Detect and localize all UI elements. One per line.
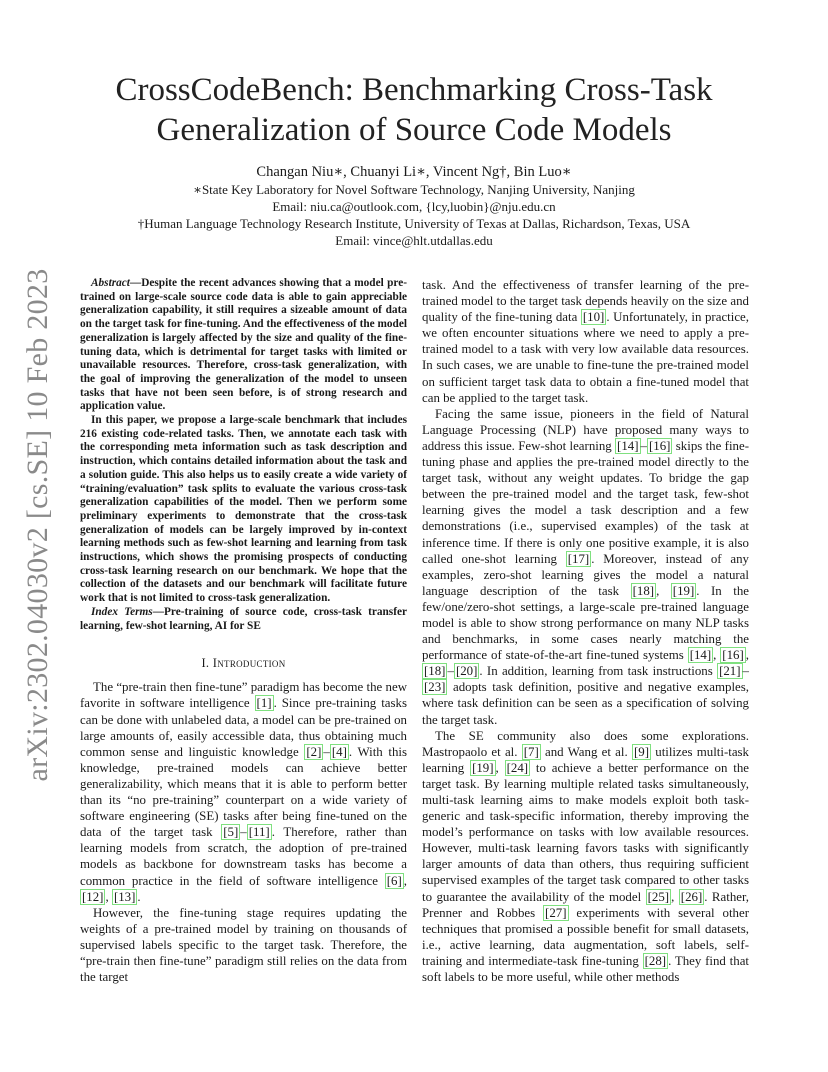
citation-link[interactable]: [14] [689, 648, 712, 663]
citation-link[interactable]: [26] [680, 889, 703, 904]
affiliation-1: ∗State Key Laboratory for Novel Software Technology, Nanjing University, Nanjing [193, 182, 635, 197]
citation-link[interactable]: [2] [306, 744, 322, 759]
citation-link[interactable]: [19] [472, 760, 494, 775]
citation-link[interactable]: [1] [256, 696, 272, 711]
index-terms-label: Index Terms [91, 605, 153, 618]
citation-link[interactable]: [19] [672, 583, 695, 598]
index-terms: —Pre-training of source code, cross-task transfer learning, few-shot learning, AI for SE [80, 605, 407, 632]
citation-link[interactable]: [13] [113, 889, 136, 904]
intro-paragraph-1: The “pre-train then fine-tune” paradigm has become the new favorite in software intelligence [1] . Since pre-training tasks can be done with unlabeled data, a model can be pre-trained on large amounts of, easily accessible data, thus obtaining much common sense and linguistic knowledge [2] – [4] . With this knowledge, pre-trained models can achieve better generalizability, which means that it is able to perform better than its “no pre-training” counterpart on a wide variety of software engineering (SE) tasks after being fine-tuned on the data of the target task [5] – [11] . Therefore, rather than learning models from scratch, the adoption of pre-trained models as backbone for downstream tasks has become a common practice in the field of software intelligence [6] , [12] , [13] . [80, 680, 407, 904]
citation-link[interactable]: [27] [545, 905, 567, 920]
citation-link[interactable]: [18] [424, 664, 446, 679]
author-list: Changan Niu∗, Chuanyi Li∗, Vincent Ng†, Bin Luo∗ [256, 164, 572, 180]
right-column [422, 277, 749, 985]
abstract-p2: In this paper, we propose a large-scale benchmark that includes 216 existing code-related tasks. Then, we annotate each task with the corresponding meta information such as task description and instruction, which contains detailed information about the task and a solution guide. This also helps us to easily create a wide variety of “training/evaluation” task splits to evaluate the various cross-task generalization capabilities of the model. Then we perform some preliminary experiments to demonstrate that the cross-task generalization of models can be largely improved by in-context learning methods such as few-shot learning and learning from task instructions, which shows the promising prospects of conducting cross-task learning research on our benchmark. We hope that the collection of the datasets and our benchmark will facilitate future work that is not limited to cross-task generalization. [80, 414, 407, 605]
left-column [80, 277, 407, 985]
section-heading-introduction: I. Introduction [201, 656, 286, 671]
citation-link[interactable]: [5] [223, 825, 239, 840]
citation-link[interactable]: [9] [633, 744, 649, 759]
citation-link[interactable]: [16] [648, 438, 671, 453]
abstract-label: Abstract [91, 277, 130, 289]
arxiv-id: arXiv:2302.04030v2 [cs.SE] 10 Feb 2023 [21, 268, 54, 782]
citation-link[interactable]: [10] [582, 310, 605, 325]
arxiv-sidebar-stamp [18, 268, 58, 782]
citation-link[interactable]: [14] [617, 438, 639, 453]
intro-paragraph-5: The SE community also does some explorations. Mastropaolo et al. [7] and Wang et al. [9] utilizes multi-task learning [19] , [24] to achieve a better performance on the target task. By learning multiple related tasks simultaneously, multi-task learning aims to make models exploit both task-generic and task-specific information, thereby improving the model’s performance on tasks with low available resources. However, multi-task learning favors tasks with significantly larger amounts of data than others, thus requiring sufficient supervised examples of the target task compared to other tasks to guarantee the availability of the model [25] , [26] . Rather, Prenner and Robbes [27] experiments with several other techniques that promised a possible benefit for small datasets, i.e., active learning, data augmentation, soft labels, self-training and intermediate-task fine-tuning [28] . They find that soft labels to be more useful, while other methods [422, 728, 749, 985]
citation-link[interactable]: [18] [632, 583, 655, 598]
abstract-p1: —Despite the recent advances showing that a model pre-trained on large-scale source code data is able to gain appreciable generalization capability, it still requires a sizeable amount of data on the target task for fine-tuning. And the effectiveness of the model generalization is largely affected by the size and quality of the fine-tuning data, which is detrimental for target tasks with limited or unavailable resources. Therefore, cross-task generalization, with the goal of improving the generalization of the model to unseen tasks that have not been seen before, is of strong research and application value. [80, 277, 407, 413]
citation-link[interactable]: [6] [386, 873, 402, 888]
citation-link[interactable]: [4] [331, 744, 347, 759]
intro-paragraph-2: However, the fine-tuning stage requires updating the weights of a pre-trained model by training on thousands of supervised labels specific to the target task. Therefore, the “pre-train then fine-tune” paradigm still relies on the data from the target [80, 905, 407, 985]
affiliation-2: †Human Language Technology Research Institute, University of Texas at Dallas, Richardson, Texas, USA [137, 216, 691, 231]
intro-paragraph-4: Facing the same issue, pioneers in the field of Natural Language Processing (NLP) have proposed many ways to address this issue. Few-shot learning [14] – [16] skips the fine-tuning phase and applies the pre-trained model directly to the target task, without any weight updates. To bridge the gap between the pre-trained model and the target task, few-shot learning gives the model a task description and a few demonstrations (i.e., supervised examples) of the task at inference time. If there is only one positive example, it is also called one-shot learning [17] . Moreover, instead of any examples, zero-shot learning gives the model a natural language description of the task [18] , [19] . In the few/one/zero-shot settings, a large-scale pre-trained language model is able to show strong performance on many NLP tasks and benchmarks, in some cases nearly matching the performance of state-of-the-art fine-tuned systems [14] , [16] , [18] – [20] . In addition, learning from task instructions [21] –[23] adopts task definition, positive and negative examples, where task definition can be seen as a specification of solving the target task. [422, 406, 749, 727]
citation-link[interactable]: [23] [424, 680, 446, 695]
citation-link[interactable]: [25] [647, 889, 670, 904]
email-1: Email: niu.ca@outlook.com, {lcy,luobin}@nju.edu.cn [272, 199, 556, 214]
citation-link[interactable]: [20] [455, 664, 478, 679]
paper-title: CrossCodeBench: Benchmarking Cross-Task Generalization of Source Code Models [115, 72, 713, 148]
citation-link[interactable]: [21] [719, 664, 741, 679]
citation-link[interactable]: [11] [248, 825, 270, 840]
citation-link[interactable]: [16] [722, 648, 744, 663]
intro-paragraph-3: task. And the effectiveness of transfer learning of the pre-trained model to the target task depends heavily on the size and quality of the fine-tuning data [10] . Unfortunately, in practice, we often encounter situations where we need to apply a pre-trained model to a task with very low available data resources. In such cases, we are unable to fine-tune the pre-trained model on sufficient target task data to obtain a fine-tuned model that can be applied to the target task. [422, 278, 749, 405]
citation-link[interactable]: [7] [523, 744, 539, 759]
citation-link[interactable]: [28] [644, 953, 667, 968]
email-2: Email: vince@hlt.utdallas.edu [335, 233, 493, 248]
abstract [80, 277, 407, 633]
citation-link[interactable]: [24] [506, 760, 529, 775]
citation-link[interactable]: [12] [82, 889, 104, 904]
citation-link[interactable]: [17] [567, 551, 590, 566]
